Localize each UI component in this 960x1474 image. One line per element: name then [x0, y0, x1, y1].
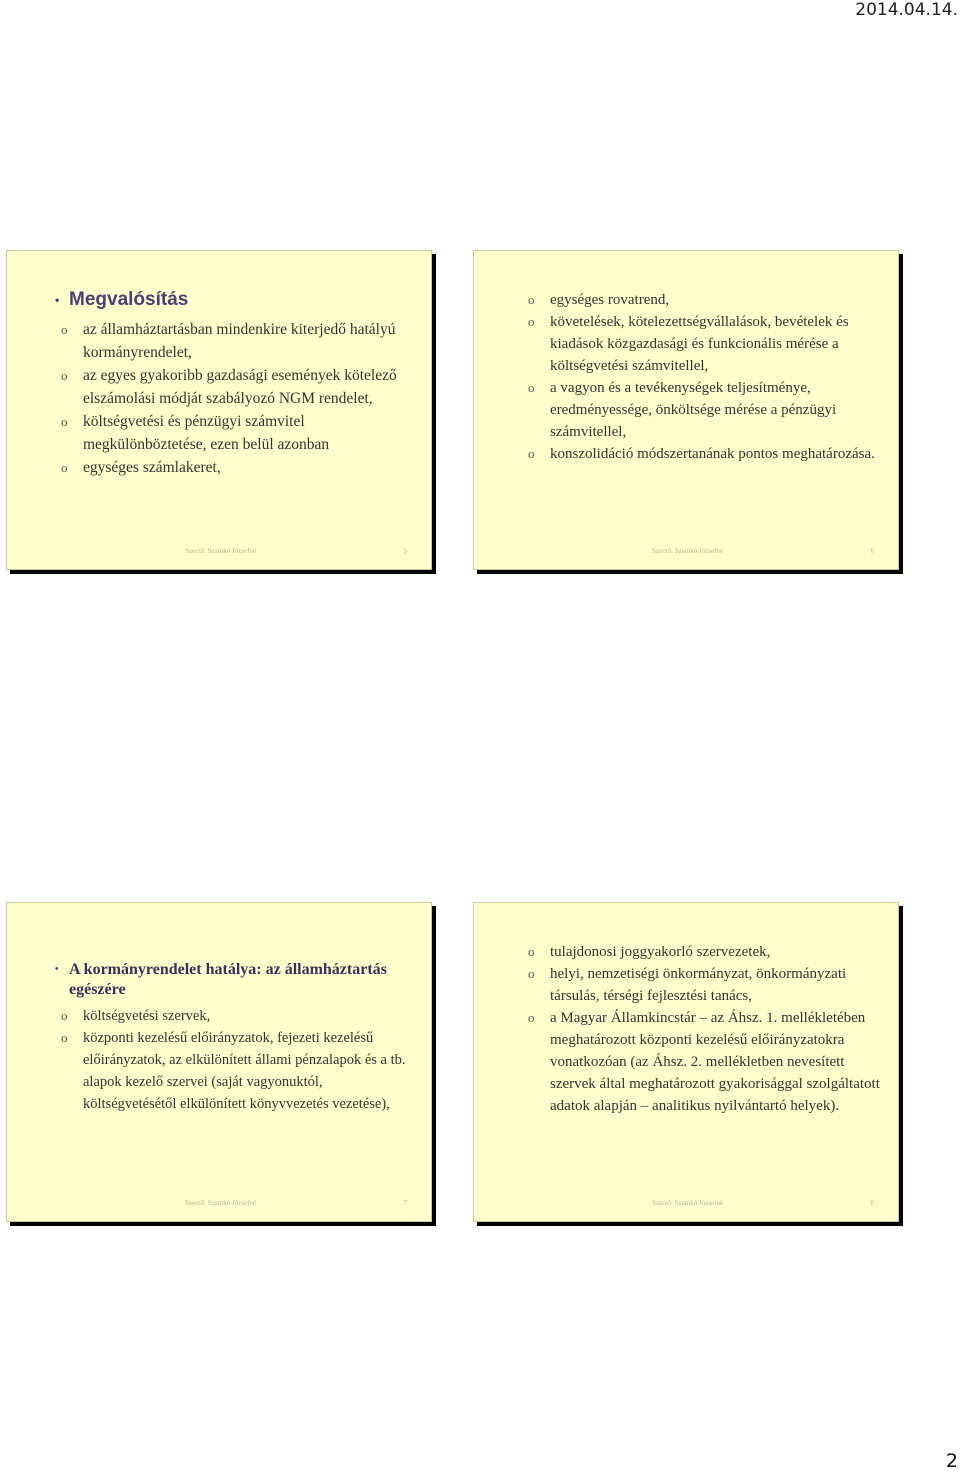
footer-author: Szerző: Szamkó Józsefné [185, 1199, 257, 1207]
footer-author: Szerző: Szamkó Józsefné [185, 547, 257, 555]
o-bullet: o [528, 292, 535, 307]
slide-number: 5 [403, 547, 407, 555]
footer-author: Szerző: Szamkó Józsefné [652, 547, 724, 555]
title-bullet: • [55, 293, 60, 307]
list-item: o helyi, nemzetiségi önkormányzat, önkormányzati társulás, térségi fejlesztési tanács, [474, 963, 898, 1007]
list-item: o az egyes gyakoribb gazdasági események kötelező elszámolási módját szabályozó NGM rendelet, [7, 364, 431, 410]
slide-5 [6, 250, 432, 570]
list-item: o követelések, kötelezettségvállalások, bevételek és kiadások közgazdasági és funkcionális mérése a költségvetési számvitellel, [474, 311, 898, 377]
o-bullet: o [528, 966, 535, 981]
slide-title-text: Megvalósítás [69, 289, 189, 310]
slide-7 [6, 902, 432, 1222]
slide-footer [474, 547, 898, 559]
list-item: o a vagyon és a tevékenységek teljesítménye, eredményessége, önköltsége mérése a pénzügyi számvitellel, [474, 377, 898, 443]
slide-title-text: A kormányrendelet hatálya: az államháztartás egészére [69, 961, 387, 998]
slide-footer [7, 547, 431, 559]
bullet-list [7, 1005, 431, 1115]
slide-8 [473, 902, 899, 1222]
slide-title [7, 289, 431, 311]
o-bullet: o [61, 368, 68, 383]
list-item: o egységes számlakeret, [7, 456, 431, 479]
o-bullet: o [61, 460, 68, 475]
document-date: 2014.04.14. [855, 0, 958, 20]
o-bullet: o [61, 1030, 68, 1045]
title-bullet: • [55, 964, 59, 975]
bullet-list [474, 941, 898, 1117]
page-number: 2 [945, 1450, 958, 1472]
list-item: o a Magyar Államkincstár – az Áhsz. 1. mellékletében meghatározott központi kezelésű előirányzatokra vonatkozóan (az Áhsz. 2. mellékletben nevesített szervek által meghatározott gyakorisággal szolgáltatott adatok alapján – analitikus nyilvántartó helyek). [474, 1007, 898, 1117]
list-item: o konszolidáció módszertanának pontos meghatározása. [474, 443, 898, 465]
list-item: o költségvetési és pénzügyi számvitel megkülönböztetése, ezen belül azonban [7, 410, 431, 456]
list-item: o egységes rovatrend, [474, 289, 898, 311]
slide-footer [474, 1199, 898, 1211]
o-bullet: o [528, 314, 535, 329]
o-bullet: o [528, 446, 535, 461]
slide-6 [473, 250, 899, 570]
o-bullet: o [61, 1008, 68, 1023]
o-bullet: o [61, 322, 68, 337]
list-item: o tulajdonosi joggyakorló szervezetek, [474, 941, 898, 963]
list-item: o az államháztartásban mindenkire kiterjedő hatályú kormányrendelet, [7, 318, 431, 364]
bullet-list [474, 289, 898, 465]
slide-footer [7, 1199, 431, 1211]
slide-number: 7 [403, 1199, 407, 1207]
bullet-list [7, 318, 431, 479]
footer-author: Szerző: Szamkó Józsefné [652, 1199, 724, 1207]
o-bullet: o [61, 414, 68, 429]
list-item: o központi kezelésű előirányzatok, fejezeti kezelésű előirányzatok, az elkülönített állami pénzalapok és a tb. alapok kezelő szervei (saját vagyonuktól, költségvetésétől elkülönített könyvvezetés vezetése), [7, 1027, 431, 1115]
o-bullet: o [528, 380, 535, 395]
o-bullet: o [528, 1010, 535, 1025]
slide-title [7, 960, 431, 1000]
slide-number: 6 [870, 547, 874, 555]
slide-number: 8 [870, 1199, 874, 1207]
o-bullet: o [528, 944, 535, 959]
list-item: o költségvetési szervek, [7, 1005, 431, 1027]
